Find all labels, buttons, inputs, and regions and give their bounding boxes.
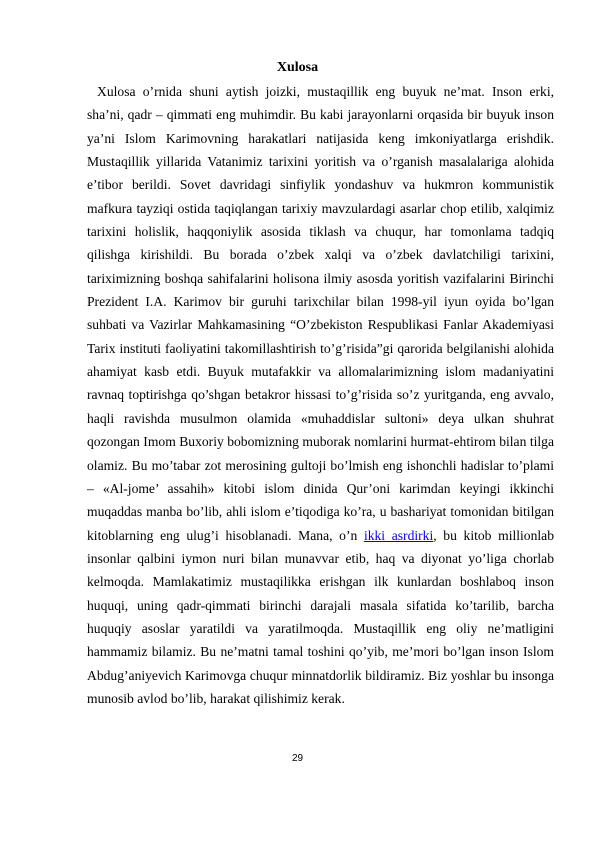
paragraph-text-after-link: , bu kitob millionlab insonlar qalbini iymon nuri bilan munavvar etib, haq va diyonat yo’liga chorlab kelmoqda. Mamlakatimiz mustaqilikka erishgan ilk kunlardan boshlaboq inson huquqi, uning qadr-qimmati birinchi darajali masala sifatida ko’tarilib, barcha huquqiy asoslar yaratildi va yaratilmoqda. Mustaqillik eng oliy ne’matligini hammamiz bilamiz. Bu ne’matni tamal toshini qo’yib, me’mori bo’lgan inson Islom Abdug’aniyevich Karimovga chuqur minnatdorlik bildiramiz. Biz yoshlar bu insonga munosib avlod bo’lib, harakat qilishimiz kerak. bbox=[87, 527, 555, 706]
conclusion-paragraph bbox=[87, 80, 554, 710]
page-number: 29 bbox=[291, 753, 304, 764]
paragraph-text-before-link: Xulosa o’rnida shuni aytish joizki, mustaqillik eng buyuk ne’mat. Inson erki, sha’ni, qadr – qimmati eng muhimdir. Bu kabi jarayonlarni orqasida bir buyuk inson ya’ni Islom Karimovning harakatlari natijasida keng imkoniyatlarga erishdik. Mustaqillik yillarida Vatanimiz tarixini yoritish va o’rganish masalalariga alohida e’tibor berildi. Sovet davridagi sinfiylik yondashuv va hukmron kommunistik mafkura tayziqi ostida taqiqlangan tarixiy mavzulardagi asarlar chop etilib, xalqimiz tarixini holislik, haqqoniylik asosida tiklash va chuqur, har tomonlama tadqiq qilishga kirishildi. Bu borada o’zbek xalqi va o’zbek davlatchiligi tarixini, tariximizning boshqa sahifalarini holisona ilmiy asosda yoritish vazifalarini Birinchi Prezident I.A. Karimov bir guruhi tarixchilar bilan 1998-yil iyun oyida bo’lgan suhbati va Vazirlar Mahkamasining “O’zbekiston Respublikasi Fanlar Akademiyasi Tarix instituti faoliyatini takomillashtirish to’g’risida”gi qarorida belgilanishi alohida ahamiyat kasb etdi. Buyuk mutafakkir va allomalarimizning islom madaniyatini ravnaq toptirishga qo’shgan betakror hissasi to’g’risida so’z yuritganda, eng avvalo, haqli ravishda musulmon olamida «muhaddislar sultoni» deya ulkan shuhrat qozongan Imom Buxoriy bobomizning muborak nomlarini hurmat-ehtirom bilan tilga olamiz. Bu mo’tabar zot merosining gultoji bo’lmish eng ishonchli hadislar to’plami – «Al-jome’ assahih» kitobi islom dinida Qur’oni karimdan keyingi ikkinchi muqaddas manba bo’lib, ahli islom e’tiqodiga ko’ra, u bashariyat tomonidan bitilgan kitoblarning eng ulug’i hisoblanadi. Mana, o’n bbox=[87, 84, 554, 543]
page-title: Xulosa bbox=[276, 60, 319, 75]
inline-link[interactable]: ikki asrdirki bbox=[363, 527, 434, 543]
